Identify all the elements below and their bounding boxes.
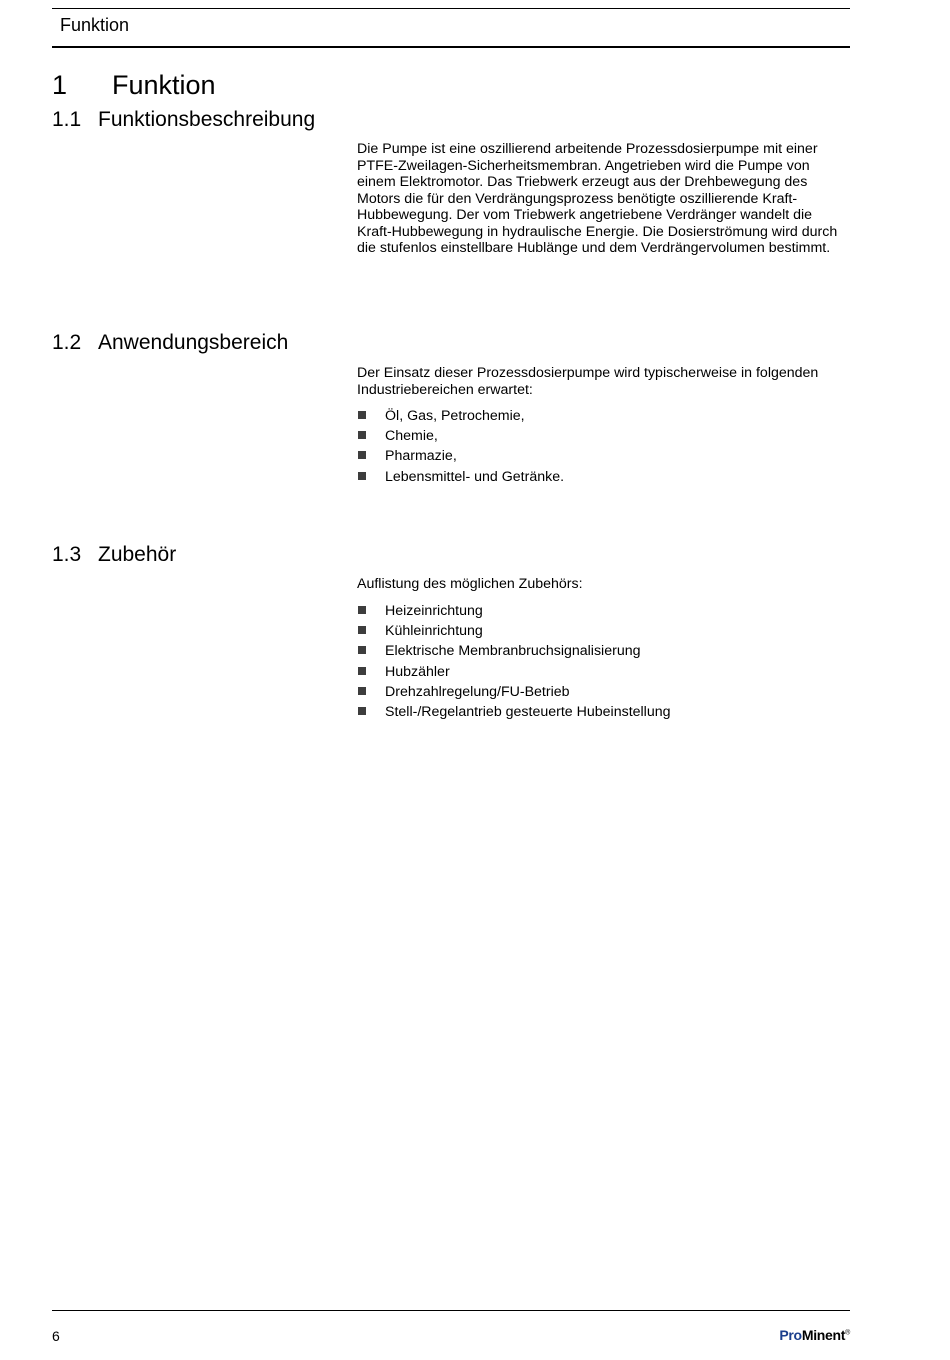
square-bullet-icon	[358, 431, 366, 439]
list-item: Kühleinrichtung	[357, 621, 671, 641]
square-bullet-icon	[358, 667, 366, 675]
logo-minent: Minent	[801, 1327, 846, 1343]
logo-pro: Pro	[779, 1327, 802, 1343]
square-bullet-icon	[358, 606, 366, 614]
list-item: Elektrische Membranbruchsignalisierung	[357, 641, 671, 661]
page-number: 6	[52, 1328, 60, 1344]
section-1-2-intro: Der Einsatz dieser Prozessdosierpumpe wird typischerweise in folgenden Industriebereichen erwartet:	[357, 365, 819, 398]
chapter-title: Funktion	[112, 70, 216, 100]
list-item: Öl, Gas, Petrochemie,	[357, 406, 564, 426]
logo-registered: ®	[845, 1329, 850, 1337]
square-bullet-icon	[358, 472, 366, 480]
prominent-logo	[779, 1327, 850, 1343]
square-bullet-icon	[358, 411, 366, 419]
section-number: 1.2	[52, 331, 82, 354]
section-heading-1-3	[52, 543, 176, 567]
section-heading-1-1	[52, 108, 315, 132]
list-item: Drehzahlregelung/FU-Betrieb	[357, 682, 671, 702]
section-number: 1.1	[52, 108, 82, 131]
header-top-rule	[52, 8, 850, 9]
section-title: Zubehör	[98, 543, 177, 566]
square-bullet-icon	[358, 646, 366, 654]
list-item: Stell-/Regelantrieb gesteuerte Hubeinstellung	[357, 702, 671, 722]
section-1-2-list	[357, 406, 564, 487]
footer-rule	[52, 1310, 850, 1311]
square-bullet-icon	[358, 626, 366, 634]
square-bullet-icon	[358, 687, 366, 695]
section-1-3-intro: Auflistung des möglichen Zubehörs:	[357, 576, 583, 592]
header-bottom-rule	[52, 46, 850, 48]
square-bullet-icon	[358, 451, 366, 459]
list-item: Pharmazie,	[357, 446, 564, 466]
chapter-number: 1	[52, 70, 68, 100]
section-1-3-list	[357, 601, 671, 722]
list-item: Hubzähler	[357, 662, 671, 682]
list-item: Heizeinrichtung	[357, 601, 671, 621]
square-bullet-icon	[358, 707, 366, 715]
section-title: Anwendungsbereich	[98, 331, 289, 354]
chapter-heading	[52, 70, 216, 101]
list-item: Chemie,	[357, 426, 564, 446]
section-heading-1-2	[52, 331, 288, 355]
section-title: Funktionsbeschreibung	[98, 108, 316, 131]
list-item: Lebensmittel- und Getränke.	[357, 467, 564, 487]
section-1-1-paragraph: Die Pumpe ist eine oszillierend arbeitende Prozessdosierpumpe mit einer PTFE-Zweilagen-Sicherheitsmembran. Angetrieben wird die Pumpe von einem Elektromotor. Das Triebwerk erzeugt aus der Drehbewegung des Motors die für den Verdrängungsprozess benötigte oszillierende Kraft-Hubbewegung. Der vom Triebwerk angetriebene Verdränger wandelt die Kraft-Hubbewegung in hydraulische Energie. Die Dosierströmung wird durch die stufenlos einstellbare Hublänge und dem Verdrängervolumen bestimmt.	[357, 141, 838, 256]
running-header-title: Funktion	[60, 15, 130, 35]
section-number: 1.3	[52, 543, 82, 566]
